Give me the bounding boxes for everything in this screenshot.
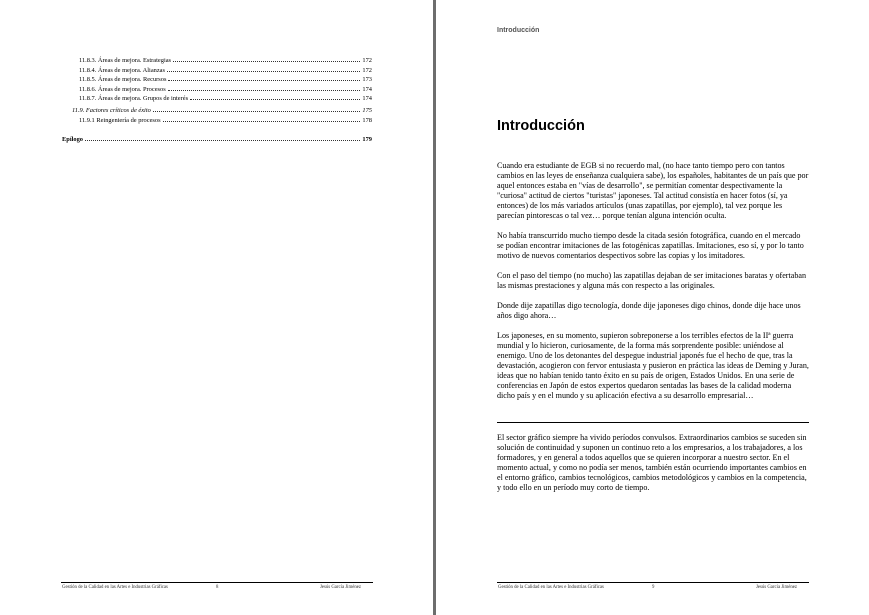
toc-entry[interactable] [62, 66, 372, 76]
toc-entry-page: 172 [362, 66, 372, 74]
footer-title: Gestión de la Calidad en las Artes e Industrias Gráficas [62, 585, 168, 590]
toc-entry-label: 11.9.1 Reingeniería de procesos [79, 116, 161, 124]
footer-title: Gestión de la Calidad en las Artes e Industrias Gráficas [498, 585, 604, 590]
toc-entry-label: 11.8.7. Áreas de mejora. Grupos de interés [79, 95, 189, 103]
footer-page-number: 9 [652, 585, 655, 590]
toc-entry-page: 174 [362, 95, 372, 103]
toc-entry[interactable] [62, 94, 372, 104]
toc-entry-label: 11.8.5. Áreas de mejora. Recursos [79, 76, 167, 84]
toc-entry-label: 11.8.4. Áreas de mejora. Alianzas [79, 66, 166, 74]
footer-author: Jesús García Jiménez [756, 585, 798, 590]
toc-entry-page: 179 [362, 136, 372, 144]
footer-page-number: 8 [216, 585, 219, 590]
section-divider [497, 422, 809, 423]
toc-entry-label: 11.8.6. Áreas de mejora. Procesos [79, 85, 166, 93]
toc-entry-label: 11.9. Factores críticos de éxito [72, 106, 151, 114]
toc-entry-epilogue[interactable] [62, 135, 372, 145]
running-header: Introducción [497, 27, 540, 34]
paragraph: No había transcurrido mucho tiempo desde la citada sesión fotográfica, cuando en el mercado se podían encontrar imitaciones de las fotogénicas zapatillas. Imitaciones, eso sí, y por lo tanto motivo de nuevos comentarios despectivos sobre las copias y los imitadores. [497, 231, 804, 260]
paragraph: Cuando era estudiante de EGB si no recuerdo mal, (no hace tanto tiempo pero con tantos cambios en las leyes de enseñanza cualquiera sabe), los españoles, habitantes de un país que por aquel entonces estaba en "vías de desarrollo", se permitían comentar despectivamente la "curiosa" actitud de ciertos "turistas" japoneses. Tal actitud consistía en hacer fotos (sí, ya entonces) de los más variados artículos (unas zapatillas, por ejemplo), tal vez porque les parecían pintorescas o tal vez… porque tenían alguna intención oculta. [497, 161, 809, 220]
chapter-title: Introducción [497, 118, 585, 134]
footer-author: Jesús García Jiménez [320, 585, 362, 590]
toc-entry[interactable] [62, 116, 372, 126]
toc-entry-page: 172 [362, 57, 372, 64]
paragraph: Los japoneses, en su momento, supieron sobreponerse a los terribles efectos de la IIª guerra mundial y lo hicieron, curiosamente, de la forma más sorprendente posible: uniéndose al enemigo. Uno de los detonantes del despegue industrial japonés fue el hecho de que, tras la devastación, acogieron con fervor entusiasta y pusieron en práctica las ideas de Deming y Juran, ideas que no habían tenido tanto éxito en su país de origen, Estados Unidos. En una serie de conferencias en Japón de estos expertos quedaron sentadas las bases de la calidad moderna dicho país y en el mundo y su aplicación efectiva a su desarrollo empresarial… [497, 331, 809, 400]
toc-entry[interactable] [62, 56, 372, 66]
paragraph: Donde dije zapatillas digo tecnología, donde dije japoneses digo chinos, donde dije hace unos años digo ahora… [497, 301, 801, 320]
toc-entry-label: Epílogo [62, 136, 83, 144]
footer-rule [497, 582, 809, 583]
toc-entry[interactable] [62, 85, 372, 95]
toc-entry[interactable] [62, 75, 372, 85]
toc-entry-page: 175 [362, 106, 372, 114]
left-page [0, 0, 433, 615]
paragraph: El sector gráfico siempre ha vivido períodos convulsos. Extraordinarios cambios se suceden sin solución de continuidad y suponen un continuo reto a los empresarios, a los trabajadores, a los formadores, y en general a todos aquellos que se quieren incorporar a nuestro sector. En el momento actual, y como no podía ser menos, también están ocurriendo importantes cambios en el entorno gráfico, cambios tecnológicos, cambios metodológicos y cambios en la competencia, y todo ello en un período muy corto de tiempo. [497, 433, 807, 492]
toc-entry-page: 173 [362, 76, 372, 84]
paragraph: Con el paso del tiempo (no mucho) las zapatillas dejaban de ser imitaciones baratas y ofertaban las mismas prestaciones y alguna más con respecto a las originales. [497, 271, 807, 290]
right-page [436, 0, 869, 615]
footer-rule [61, 582, 373, 583]
toc-entry[interactable] [62, 106, 372, 116]
toc-entry-label: 11.8.3. Áreas de mejora. Estrategias [79, 57, 172, 64]
table-of-contents [62, 56, 372, 145]
toc-entry-page: 174 [362, 85, 372, 93]
toc-entry-page: 178 [362, 116, 372, 124]
